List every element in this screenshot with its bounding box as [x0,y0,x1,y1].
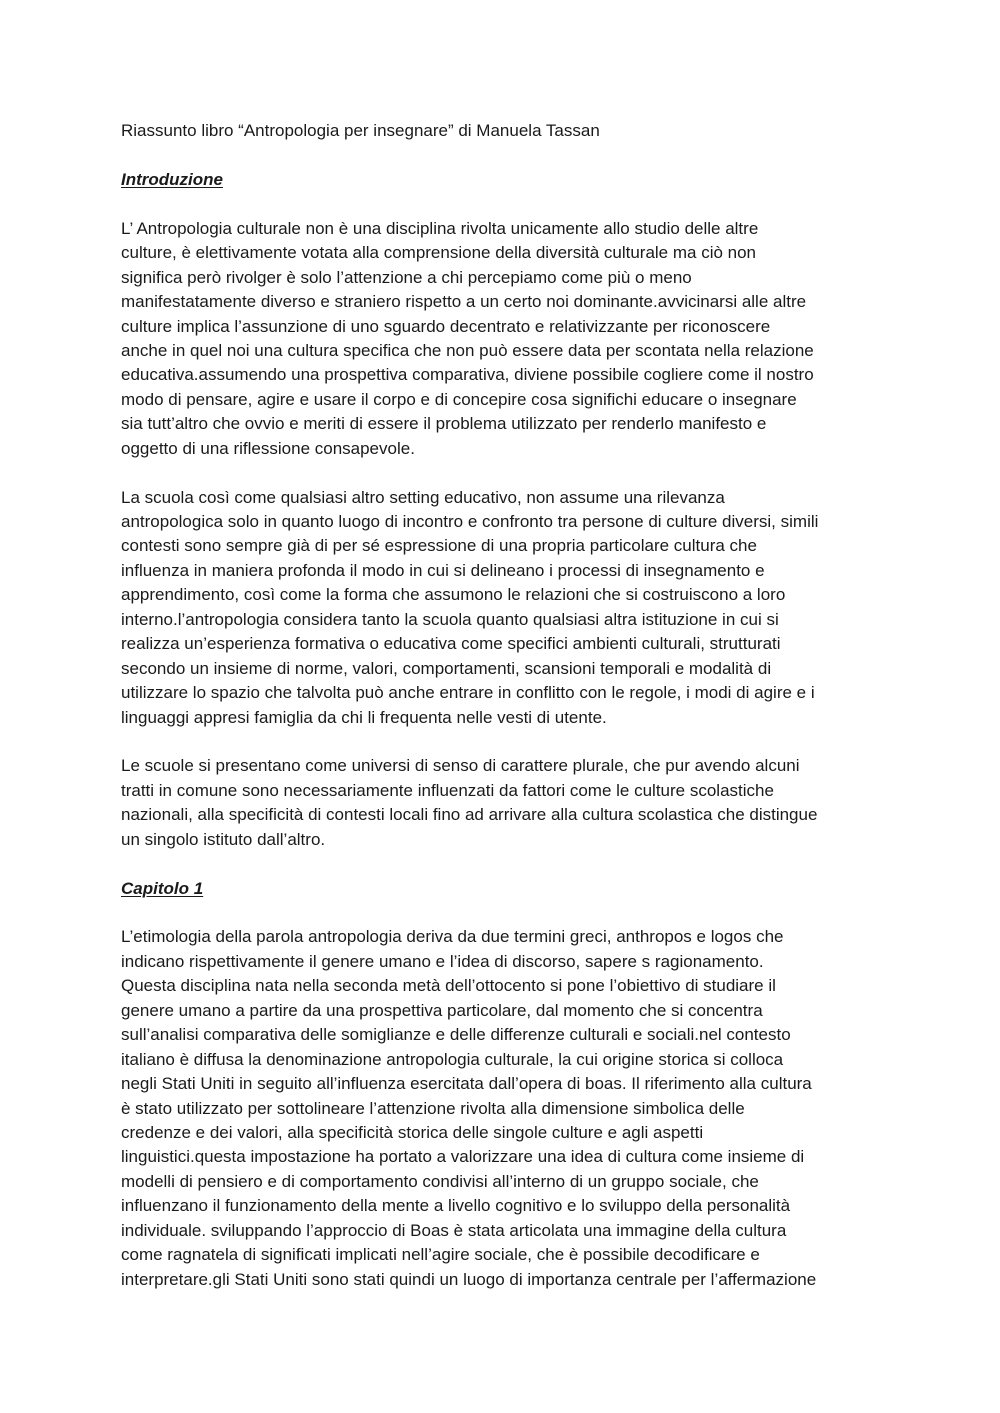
section-introduzione [121,168,881,877]
document-page [121,119,881,1292]
spacer [121,901,881,925]
document-title: Riassunto libro “Antropologia per insegnare” di Manuela Tassan [121,121,600,140]
spacer [121,192,881,216]
spacer [121,852,881,876]
paragraph: La scuola così come qualsiasi altro setting educativo, non assume una rilevanza antropologica solo in quanto luogo di incontro e confronto tra persone di culture diversi, simili contesti sono sempre già di per sé espressione di una propria particolare cultura che influenza in maniera profonda il modo in cui si delineano i processi di insegnamento e apprendimento, così come la forma che assumono le relazioni che si costruiscono a loro interno.l’antropologia considera tanto la scuola quanto qualsiasi altra istituzione in cui si realizza un’esperienza formativa o educativa come specifici ambienti culturali, strutturati secondo un insieme di norme, valori, comportamenti, scansioni temporali e modalità di utilizzare lo spazio che talvolta può anche entrare in conflitto con le regole, i modi di agire e i linguaggi appresi famiglia da chi li frequenta nelle vesti di utente. [121,487,819,727]
spacer [121,461,881,485]
section-heading: Introduzione [121,169,223,189]
paragraph: L’ Antropologia culturale non è una disciplina rivolta unicamente allo studio delle altre culture, è elettivamente votata alla comprensione della diversità culturale ma ciò non significa però rivolger è solo l’attenzione a chi percepiamo come più o meno manifestatamente diverso e straniero rispetto a un certo noi dominante.avvicinarsi alle altre culture implica l’assunzione di uno sguardo decentrato e relativizzante per riconoscere anche in quel noi una cultura specifica che non può essere data per scontata nella relazione educativa.assumendo una prospettiva comparativa, diviene possibile cogliere come il nostro modo di pensare, agire e usare il corpo e di concepire cosa significhi educare o insegnare sia tutt’altro che ovvio e meriti di essere il problema utilizzato per renderlo manifesto e oggetto di una riflessione consapevole. [121,218,814,458]
paragraph: L’etimologia della parola antropologia deriva da due termini greci, anthropos e logos che indicano rispettivamente il genere umano e l’idea di discorso, sapere s ragionamento. Questa disciplina nata nella seconda metà dell’ottocento si pone l’obiettivo di studiare il genere umano a partire da una prospettiva particolare, dal momento che si concentra sull’analisi comparativa delle somiglianze e delle differenze culturali e sociali.nel contesto italiano è diffusa la denominazione antropologia culturale, la cui origine storica si colloca negli Stati Uniti in seguito all’influenza esercitata dall’opera di boas. Il riferimento alla cultura è stato utilizzato per sottolineare l’attenzione rivolta alla dimensione simbolica delle credenze e dei valori, alla specificità storica delle singole culture e agli aspetti linguistici.questa impostazione ha portato a valorizzare una idea di cultura come insieme di modelli di pensiero e di comportamento condivisi all’interno di un gruppo sociale, che influenzano il funzionamento della mente a livello cognitivo e lo sviluppo della personalità individuale. sviluppando l’approccio di Boas è stata articolata una immagine della cultura come ragnatela di significati implicati nell’agire sociale, che è possibile decodificare e interpretare.gli Stati Uniti sono stati quindi un luogo di importanza centrale per l’affermazione [121,927,817,1289]
section-capitolo-1 [121,877,881,1292]
paragraph: Le scuole si presentano come universi di senso di carattere plurale, che pur avendo alcuni tratti in comune sono necessariamente influenzati da fattori come le culture scolastiche nazionali, alla specificità di contesti locali fino ad arrivare alla cultura scolastica che distingue un singolo istituto dall’altro. [121,756,818,849]
spacer [121,143,881,167]
section-heading: Capitolo 1 [121,878,204,898]
spacer [121,730,881,754]
